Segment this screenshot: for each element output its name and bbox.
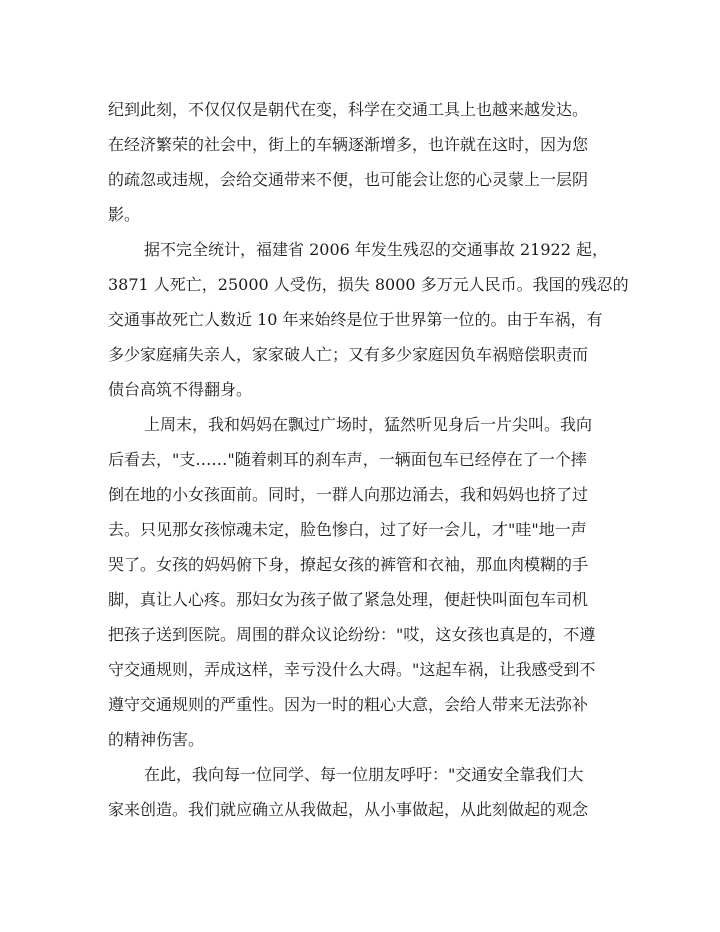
text-line: 在经济繁荣的社会中，街上的车辆逐渐增多，也许就在这时，因为您 <box>108 135 589 154</box>
text-line: 债台高筑不得翻身。 <box>108 380 253 399</box>
text-line: 据不完全统计，福建省 2006 年发生残忍的交通事故 21922 起， <box>144 240 608 259</box>
text-line: 脚，真让人心疼。那妇女为孩子做了紧急处理，便赶快叫面包车司机 <box>108 590 589 609</box>
text-line: 纪到此刻，不仅仅仅是朝代在变，科学在交通工具上也越来越发达。 <box>108 100 589 119</box>
paragraph-3 <box>108 407 613 757</box>
paragraph-1 <box>108 92 613 232</box>
text-line: 守交通规则，弄成这样，幸亏没什么大碍。"这起车祸，让我感受到不 <box>108 660 596 679</box>
text-line: 的精神伤害。 <box>108 730 205 749</box>
text-line: 后看去，"支……"随着刺耳的刹车声，一辆面包车已经停在了一个摔 <box>108 450 587 469</box>
text-line: 的疏忽或违规，会给交通带来不便，也可能会让您的心灵蒙上一层阴 <box>108 170 589 189</box>
paragraph-2 <box>108 232 629 407</box>
text-line: 去。只见那女孩惊魂未定，脸色惨白，过了好一会儿，才"哇"地一声 <box>108 520 587 539</box>
text-line: 3871 人死亡，25000 人受伤，损失 8000 多万元人民币。我国的残忍的 <box>108 275 629 294</box>
text-line: 上周末，我和妈妈在飘过广场时，猛然听见身后一片尖叫。我向 <box>144 415 593 434</box>
text-line: 多少家庭痛失亲人，家家破人亡；又有多少家庭因负车祸赔偿职责而 <box>108 345 589 364</box>
text-line: 遵守交通规则的严重性。因为一时的粗心大意，会给人带来无法弥补 <box>108 695 589 714</box>
text-line: 倒在地的小女孩面前。同时，一群人向那边涌去，我和妈妈也挤了过 <box>108 485 589 504</box>
text-line: 把孩子送到医院。周围的群众议论纷纷："哎，这女孩也真是的，不遵 <box>108 625 596 644</box>
text-line: 在此，我向每一位同学、每一位朋友呼吁："交通安全靠我们大 <box>144 765 584 784</box>
text-line: 交通事故死亡人数近 10 年来始终是位于世界第一位的。由于车祸，有 <box>108 310 603 329</box>
document-body <box>108 92 629 827</box>
text-line: 哭了。女孩的妈妈俯下身，撩起女孩的裤管和衣袖，那血肉模糊的手 <box>108 555 589 574</box>
text-line: 家来创造。我们就应确立从我做起，从小事做起，从此刻做起的观念 <box>108 800 589 819</box>
text-line: 影。 <box>108 205 141 224</box>
paragraph-4 <box>108 757 613 827</box>
